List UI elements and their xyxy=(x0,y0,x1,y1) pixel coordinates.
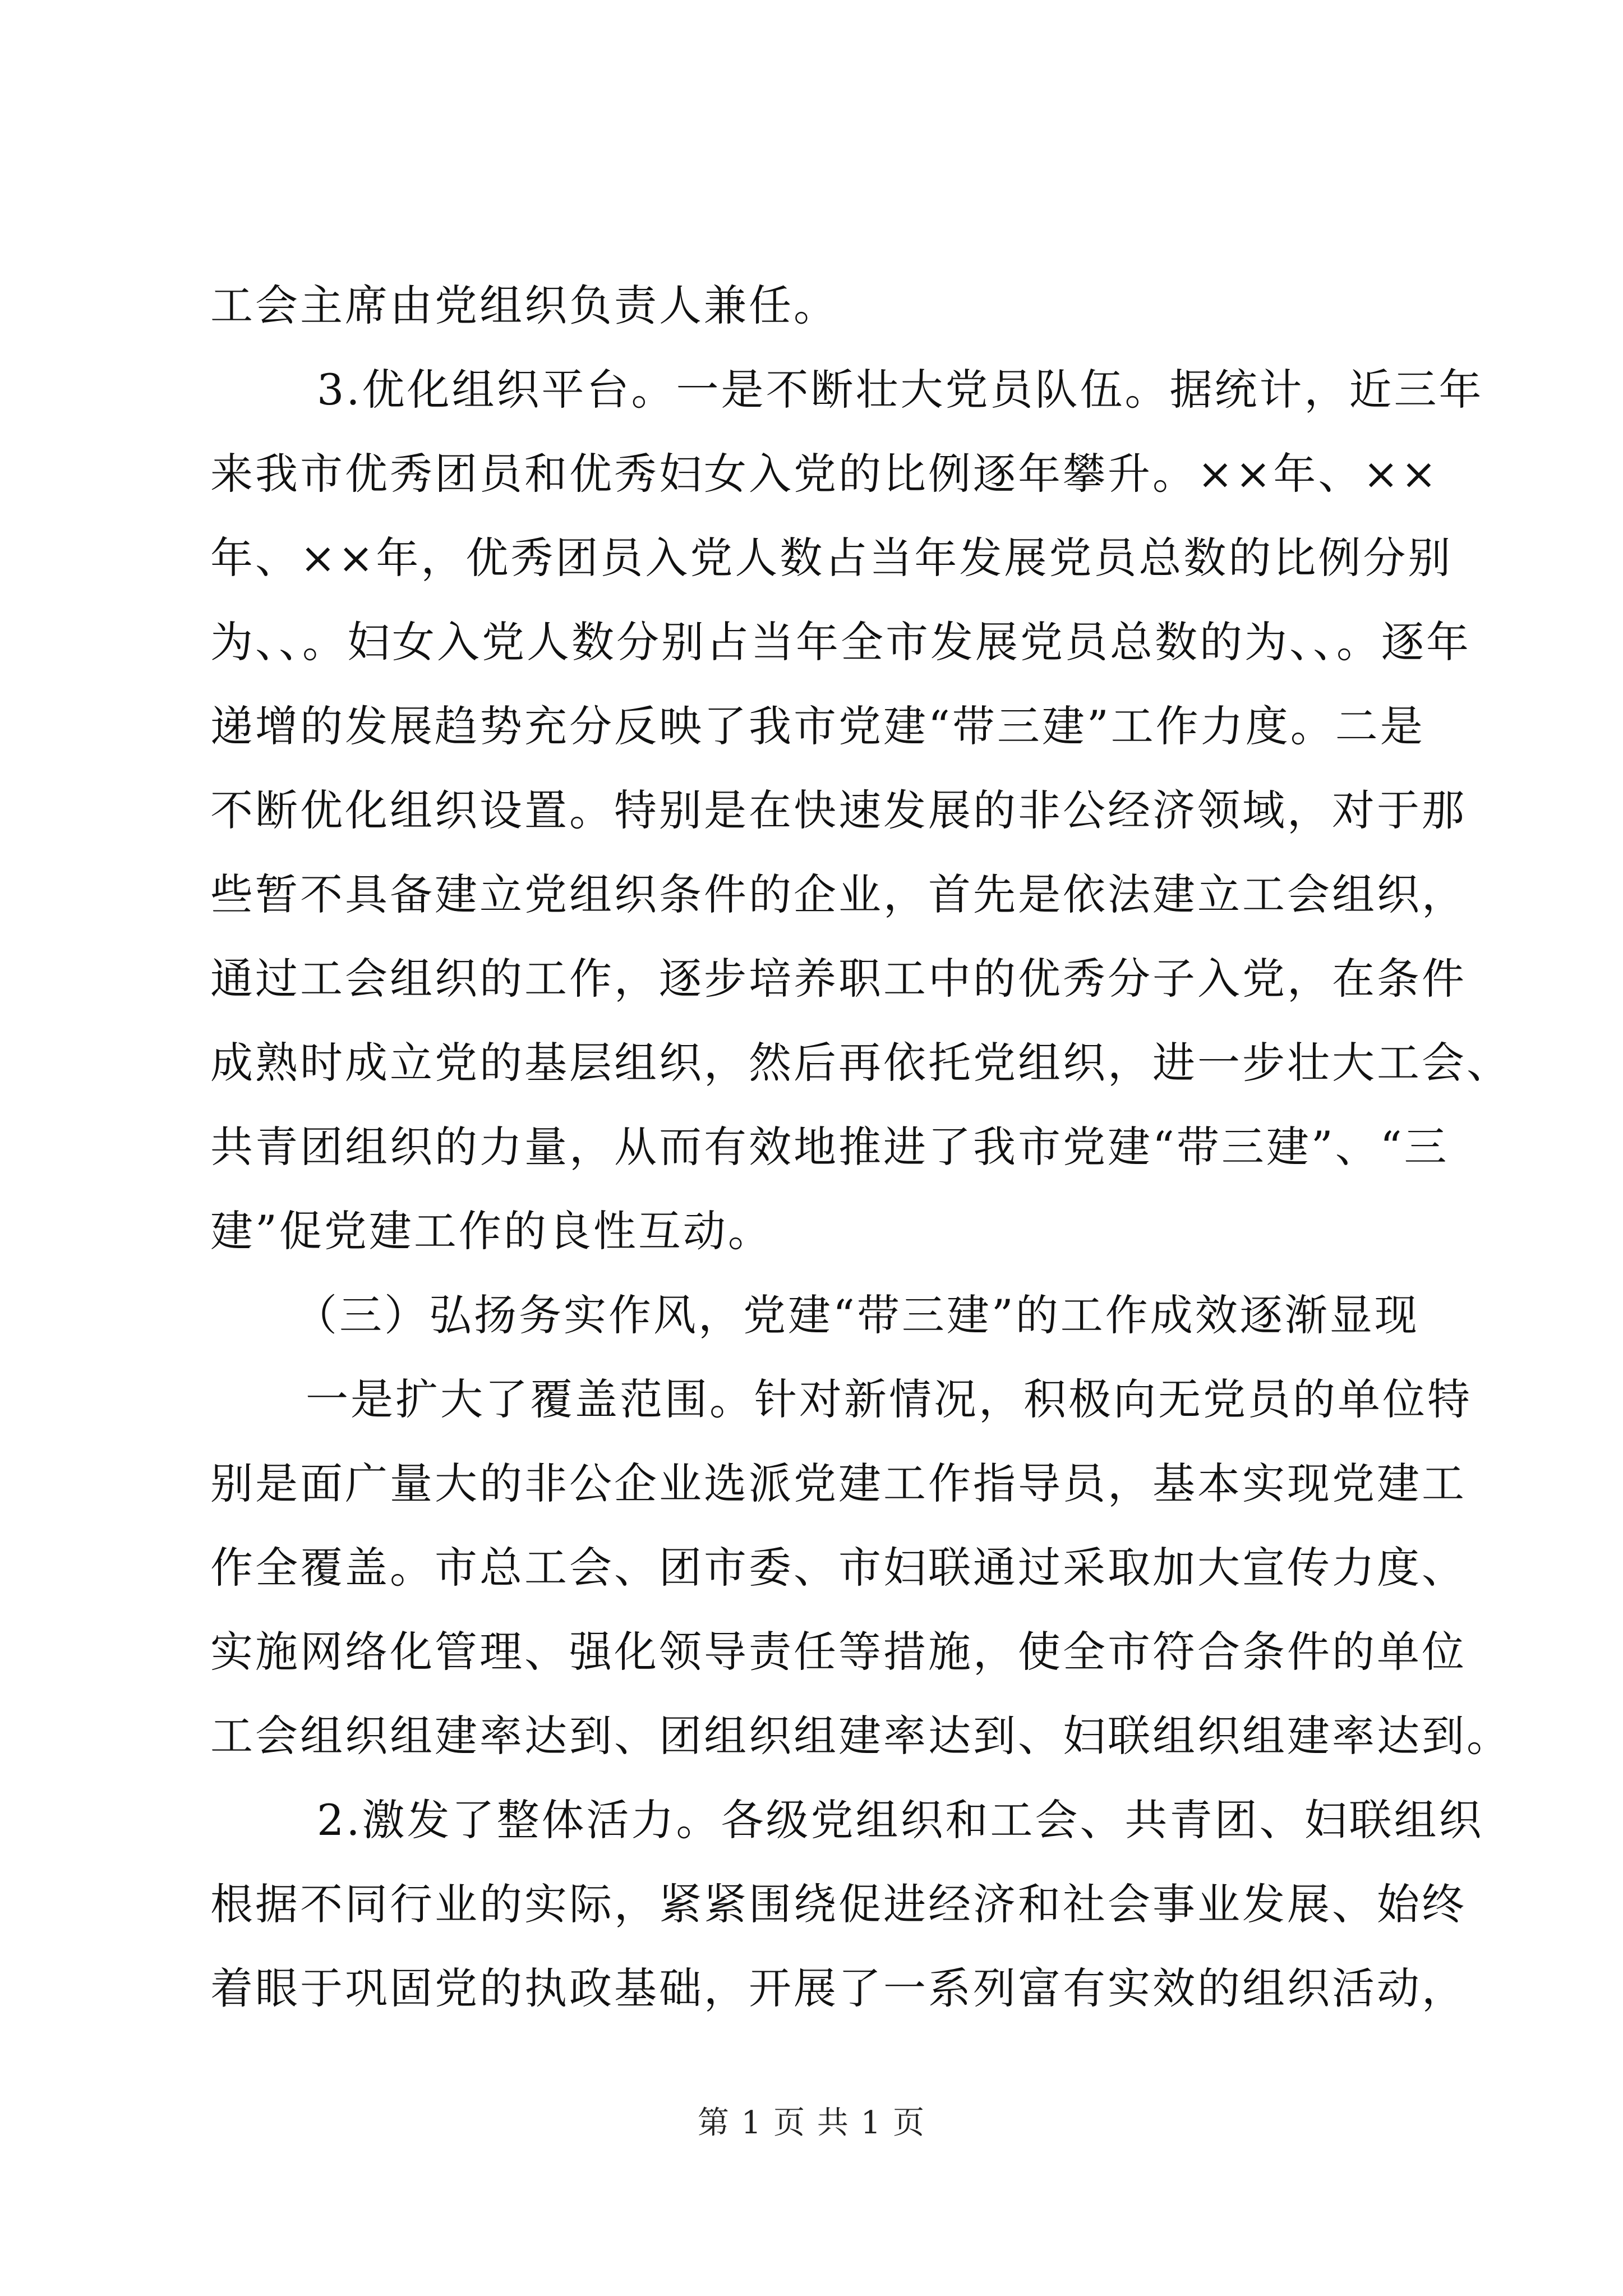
page-number-footer: 第 1 页 共 1 页 xyxy=(697,2105,926,2141)
text-line: 来我市优秀团员和优秀妇女入党的比例逐年攀升。××年、×× xyxy=(210,449,1439,499)
text-line: 工会组织组建率达到、团组织组建率达到、妇联组织组建率达到。 xyxy=(210,1711,1511,1761)
text-line: 成熟时成立党的基层组织，然后再依托党组织，进一步壮大工会、 xyxy=(210,1038,1511,1088)
text-line: 为、、。妇女入党人数分别占当年全市发展党员总数的为、、。逐年 xyxy=(210,617,1471,667)
text-line: 些暂不具备建立党组织条件的企业，首先是依法建立工会组织， xyxy=(210,869,1467,919)
text-line: 别是面广量大的非公企业选派党建工作指导员，基本实现党建工 xyxy=(210,1458,1467,1508)
text-line: 建”促党建工作的良性互动。 xyxy=(210,1206,773,1256)
text-line: 一是扩大了覆盖范围。针对新情况，积极向无党员的单位特 xyxy=(306,1374,1472,1424)
text-line: 工会主席由党组织负责人兼任。 xyxy=(210,280,838,330)
text-line: 年、××年，优秀团员入党人数占当年发展党员总数的比例分别 xyxy=(210,533,1453,583)
section-heading: （三）弘扬务实作风，党建“带三建”的工作成效逐渐显现 xyxy=(294,1290,1419,1340)
text-line: 根据不同行业的实际，紧紧围绕促进经济和社会事业发展、始终 xyxy=(210,1879,1467,1929)
text-line: 共青团组织的力量，从而有效地推进了我市党建“带三建”、“三 xyxy=(210,1122,1449,1172)
text-line: 通过工会组织的工作，逐步培养职工中的优秀分子入党，在条件 xyxy=(210,954,1467,1004)
text-line: 2.激发了整体活力。各级党组织和工会、共青团、妇联组织 xyxy=(317,1795,1484,1845)
text-line: 递增的发展趋势充分反映了我市党建“带三建”工作力度。二是 xyxy=(210,701,1425,751)
text-line: 着眼于巩固党的执政基础，开展了一系列富有实效的组织活动， xyxy=(210,1963,1467,2013)
text-line: 作全覆盖。市总工会、团市委、市妇联通过采取加大宣传力度、 xyxy=(210,1543,1467,1593)
text-line: 3.优化组织平台。一是不断壮大党员队伍。据统计，近三年 xyxy=(317,365,1484,415)
text-line: 实施网络化管理、强化领导责任等措施，使全市符合条件的单位 xyxy=(210,1627,1467,1677)
text-line: 不断优化组织设置。特别是在快速发展的非公经济领域，对于那 xyxy=(210,785,1467,835)
